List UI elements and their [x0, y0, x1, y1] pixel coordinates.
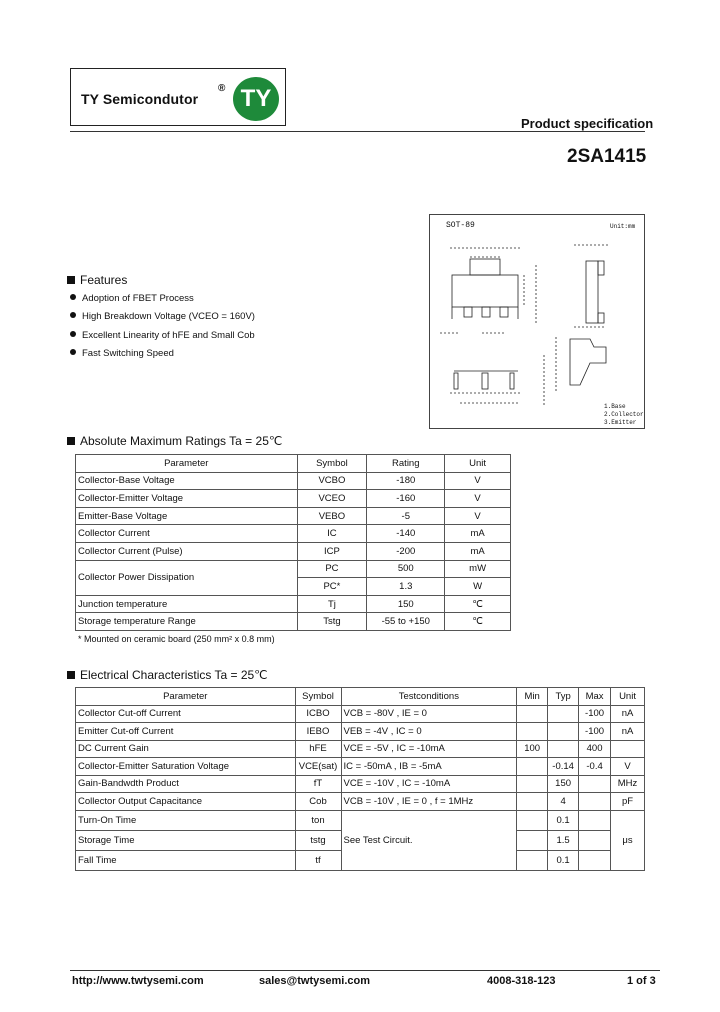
table-row: Collector Cut-off Current ICBO VCB = -80V , IE = 0 -100 nA [76, 705, 645, 723]
feature-item: Fast Switching Speed [70, 348, 174, 359]
footer-email-link[interactable]: sales@twtysemi.com [259, 975, 370, 987]
table-row: Collector-Emitter Voltage VCEO -160 V [76, 490, 511, 508]
table-row: Collector-Base Voltage VCBO -180 V [76, 472, 511, 490]
package-unit: Unit:mm [610, 223, 636, 230]
bullet-icon [70, 349, 76, 355]
registered-mark: ® [218, 83, 226, 94]
column-header: Unit [611, 688, 645, 706]
table-row: Collector Current IC -140 mA [76, 525, 511, 543]
features-heading: Features [67, 273, 127, 287]
part-number: 2SA1415 [567, 146, 647, 167]
table-row: Collector Current (Pulse) ICP -200 mA [76, 542, 511, 560]
logo-text: TY [240, 85, 272, 112]
footer-divider [70, 970, 660, 971]
table-row: Collector Power Dissipation PC 500 mW [76, 560, 511, 578]
column-header: Typ [548, 688, 579, 706]
column-header: Max [579, 688, 611, 706]
header-divider [70, 131, 645, 132]
column-header: Unit [445, 455, 511, 473]
feature-item: Excellent Linearity of hFE and Small Cob [70, 330, 255, 341]
feature-item: Adoption of FBET Process [70, 293, 194, 304]
package-outline-drawing [429, 214, 645, 429]
company-logo-box [70, 68, 286, 126]
pin-label-2: 2.Collector [604, 411, 644, 418]
table-row: DC Current Gain hFE VCE = -5V , IC = -10mA 100 400 [76, 740, 645, 758]
table-row: Emitter Cut-off Current IEBO VEB = -4V , IC = 0 -100 nA [76, 723, 645, 741]
mounting-note: * Mounted on ceramic board (250 mm² x 0.8 mm) [78, 634, 275, 644]
table-row: Storage Time tstg 1.5 [76, 830, 645, 850]
table-row: Fall Time tf 0.1 [76, 850, 645, 870]
elec-char-table [75, 687, 645, 871]
table-row: Junction temperature Tj 150 ℃ [76, 595, 511, 613]
column-header: Testconditions [341, 688, 517, 706]
pin-label-1: 1.Base [604, 403, 626, 410]
product-specification-label: Product specification [521, 116, 654, 131]
column-header: Symbol [297, 455, 367, 473]
column-header: Symbol [295, 688, 341, 706]
square-bullet-icon [67, 276, 75, 284]
bullet-icon [70, 294, 76, 300]
package-dimension-drawing [430, 215, 644, 428]
elec-char-heading: Electrical Characteristics Ta = 25℃ [67, 668, 268, 682]
table-row: Collector Output Capacitance Cob VCB = -10V , IE = 0 , f = 1MHz 4 pF [76, 793, 645, 811]
feature-item: High Breakdown Voltage (VCEO = 160V) [70, 311, 255, 322]
footer-phone: 4008-318-123 [487, 975, 556, 987]
footer-website-link[interactable]: http://www.twtysemi.com [72, 975, 204, 987]
company-name: TY Semicondutor [81, 91, 199, 107]
table-row: Collector-Emitter Saturation Voltage VCE(sat) IC = -50mA , IB = -5mA -0.14 -0.4 V [76, 758, 645, 776]
square-bullet-icon [67, 437, 75, 445]
abs-max-heading: Absolute Maximum Ratings Ta = 25℃ [67, 434, 282, 448]
table-row: PC* 1.3 W [76, 578, 511, 596]
package-name: SOT-89 [446, 221, 475, 230]
column-header: Rating [367, 455, 445, 473]
bullet-icon [70, 312, 76, 318]
table-row: Emitter-Base Voltage VEBO -5 V [76, 507, 511, 525]
abs-max-table [75, 454, 511, 631]
square-bullet-icon [67, 671, 75, 679]
table-row: Storage temperature Range Tstg -55 to +150 ℃ [76, 613, 511, 631]
table-header-row [76, 455, 511, 473]
table-header-row [76, 688, 645, 706]
bullet-icon [70, 331, 76, 337]
table-row: Turn-On Time ton See Test Circuit. 0.1 μs [76, 810, 645, 830]
column-header: Parameter [76, 455, 298, 473]
footer-page-number: 1 of 3 [627, 975, 656, 987]
ty-logo-icon [233, 77, 279, 121]
pin-label-3: 3.Emitter [604, 419, 637, 426]
table-row: Gain-Bandwdth Product fT VCE = -10V , IC = -10mA 150 MHz [76, 775, 645, 793]
column-header: Parameter [76, 688, 296, 706]
column-header: Min [517, 688, 548, 706]
